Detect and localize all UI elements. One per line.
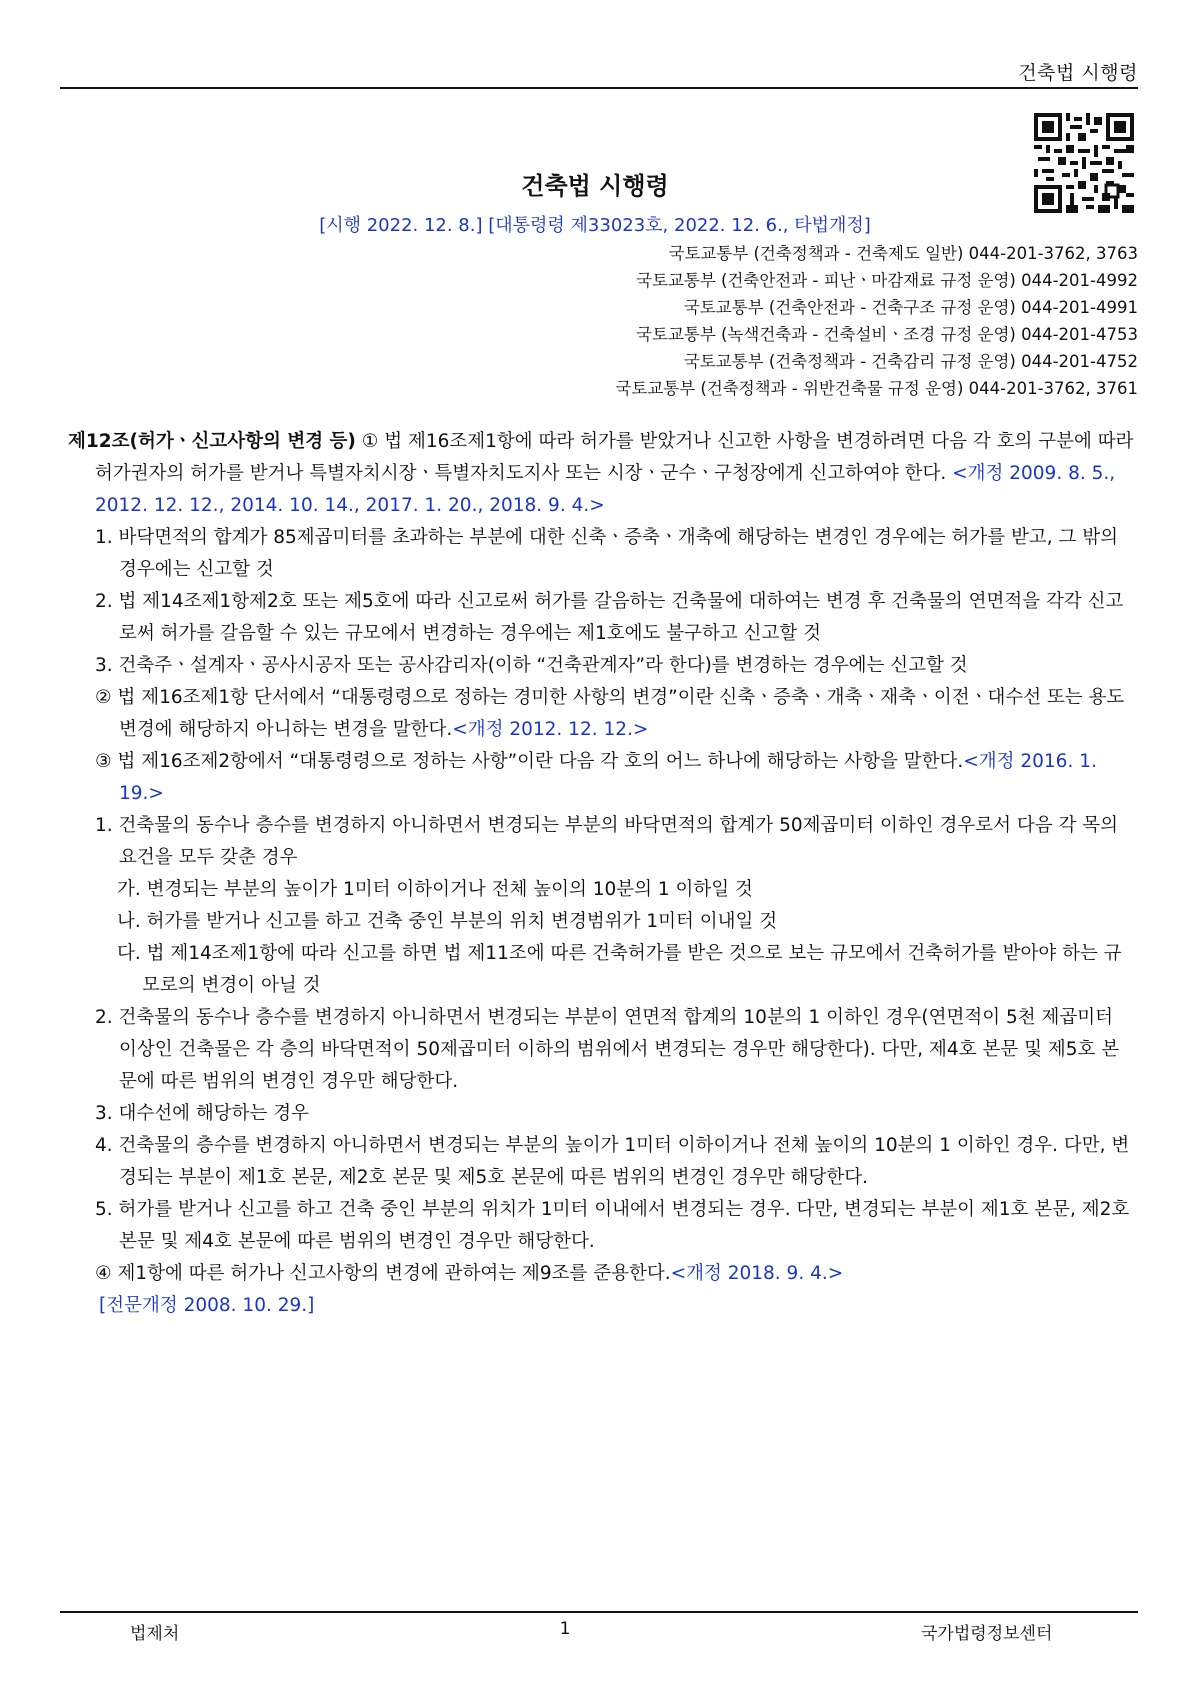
full-revision-note[interactable]: [전문개정 2008. 10. 29.]: [99, 1295, 315, 1316]
paragraph-4-text: ④ 제1항에 따른 허가나 신고사항의 변경에 관하여는 제9조를 준용한다.: [95, 1263, 671, 1284]
item: 1. 바닥면적의 합계가 85제곱미터를 초과하는 부분에 대한 신축ㆍ증축ㆍ개축에 해당하는 변경인 경우에는 허가를 받고, 그 밖의 경우에는 신고할 것: [95, 527, 1118, 580]
ministry-contacts: [615, 240, 1138, 402]
running-header-title: 건축법 시행령: [1018, 62, 1138, 84]
paragraph-4: [68, 1258, 1134, 1290]
ministry-contact: 국토교통부 (건축정책과 - 위반건축물 규정 운영) 044-201-3762, 3761: [615, 379, 1138, 398]
ministry-contact: 국토교통부 (건축정책과 - 건축감리 규정 운영) 044-201-4752: [683, 352, 1138, 371]
article-heading: 제12조(허가ㆍ신고사항의 변경 등): [68, 431, 356, 452]
ministry-contact: 국토교통부 (건축안전과 - 피난ㆍ마감재료 규정 운영) 044-201-4992: [636, 271, 1138, 290]
sub-item: 다. 법 제14조제1항에 따라 신고를 하면 법 제11조에 따른 건축허가를 받은 것으로 보는 규모에서 건축허가를 받아야 하는 규모로의 변경이 아닐 것: [117, 943, 1122, 996]
sub-item: 나. 허가를 받거나 신고를 하고 건축 중인 부분의 위치 변경범위가 1미터 이내일 것: [117, 911, 778, 932]
header-divider: [60, 87, 1138, 89]
item: 3. 건축주ㆍ설계자ㆍ공사시공자 또는 공사감리자(이하 “건축관계자”라 한다)를 변경하는 경우에는 신고할 것: [95, 655, 968, 676]
amendment-link[interactable]: <개정 2012. 12. 12.>: [452, 719, 649, 740]
paragraph-1: [68, 426, 1134, 522]
sub-item: 가. 변경되는 부분의 높이가 1미터 이하이거나 전체 높이의 10분의 1 이하일 것: [117, 879, 753, 900]
ministry-contact: 국토교통부 (녹색건축과 - 건축설비ㆍ조경 규정 운영) 044-201-4753: [636, 325, 1138, 344]
paragraph-3-text: ③ 법 제16조제2항에서 “대통령령으로 정하는 사항”이란 다음 각 호의 어느 하나에 해당하는 사항을 말한다.: [95, 751, 964, 772]
amendment-link[interactable]: <개정 2009. 8. 5., 2012. 12. 12., 2014. 10. 14., 2017. 1. 20., 2018. 9. 4.>: [95, 463, 1116, 516]
item: 4. 건축물의 층수를 변경하지 아니하면서 변경되는 부분의 높이가 1미터 이하이거나 전체 높이의 10분의 1 이하인 경우. 다만, 변경되는 부분이 제1호 본문, 제2호 본문 및 제5호 본문에 따른 범위의 변경인 경우만 해당한다.: [95, 1135, 1130, 1188]
footer-divider: [60, 1611, 1138, 1613]
paragraph-3: [68, 746, 1134, 810]
footer-source: 국가법령정보센터: [921, 1624, 1053, 1644]
item: 1. 건축물의 동수나 층수를 변경하지 아니하면서 변경되는 부분의 바닥면적의 합계가 50제곱미터 이하인 경우로서 다음 각 목의 요건을 모두 갖춘 경우: [95, 815, 1118, 868]
article-12: [68, 426, 1134, 1322]
document-title: 건축법 시행령: [521, 172, 669, 200]
ministry-contact: 국토교통부 (건축안전과 - 건축구조 규정 운영) 044-201-4991: [683, 298, 1138, 317]
item: 2. 법 제14조제1항제2호 또는 제5호에 따라 신고로써 허가를 갈음하는 건축물에 대하여는 변경 후 건축물의 연면적을 각각 신고로써 허가를 갈음할 수 있는 규모에서 변경하는 경우에는 제1호에도 불구하고 신고할 것: [95, 591, 1124, 644]
item: 3. 대수선에 해당하는 경우: [95, 1103, 310, 1124]
amendment-link[interactable]: <개정 2018. 9. 4.>: [670, 1263, 844, 1284]
paragraph-2: [68, 682, 1134, 746]
item: 2. 건축물의 동수나 층수를 변경하지 아니하면서 변경되는 부분이 연면적 합계의 10분의 1 이하인 경우(연면적이 5천 제곱미터 이상인 건축물은 각 층의 바닥면적이 50제곱미터 이하의 범위에서 변경되는 경우만 해당한다). 다만, 제4호 본문 및 제5호 본문에 따른 범위의 변경인 경우만 해당한다.: [95, 1007, 1120, 1092]
paragraph-1-text: ① 법 제16조제1항에 따라 허가를 받았거나 신고한 사항을 변경하려면 다음 각 호의 구분에 따라 허가권자의 허가를 받거나 특별자치시장ㆍ특별자치도지사 또는 시장ㆍ군수ㆍ구청장에게 신고하여야 한다.: [95, 431, 1134, 484]
amendment-link[interactable]: <개정 2016. 1. 19.>: [119, 751, 1097, 804]
item: 5. 허가를 받거나 신고를 하고 건축 중인 부분의 위치가 1미터 이내에서 변경되는 경우. 다만, 변경되는 부분이 제1호 본문, 제2호 본문 및 제4호 본문에 따른 범위의 변경인 경우만 해당한다.: [95, 1199, 1130, 1252]
paragraph-2-text: ② 법 제16조제1항 단서에서 “대통령령으로 정하는 경미한 사항의 변경”이란 신축ㆍ증축ㆍ개축ㆍ재축ㆍ이전ㆍ대수선 또는 용도변경에 해당하지 아니하는 변경을 말한다.: [95, 687, 1125, 740]
footer-publisher: 법제처: [130, 1624, 180, 1644]
enforcement-meta[interactable]: [시행 2022. 12. 8.] [대통령령 제33023호, 2022. 12. 6., 타법개정]: [319, 215, 871, 236]
ministry-contact: 국토교통부 (건축정책과 - 건축제도 일반) 044-201-3762, 3763: [668, 244, 1138, 263]
page-number: 1: [559, 1619, 571, 1639]
